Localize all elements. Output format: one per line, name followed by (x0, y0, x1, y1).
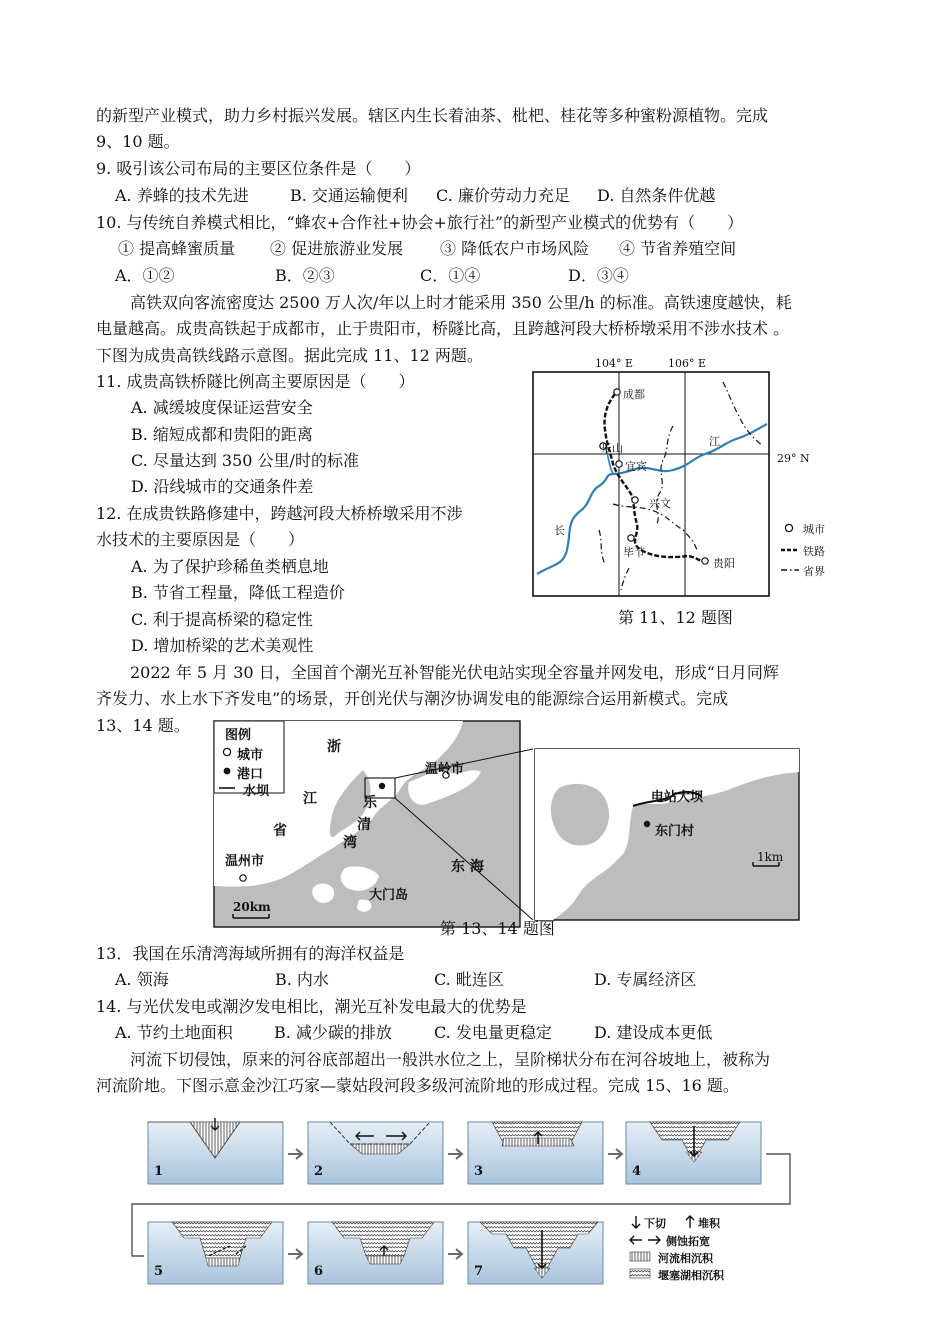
city-chengdu: 成都 (623, 388, 645, 401)
map2-label-wan: 湾 (343, 835, 357, 851)
step-label-6: 6 (314, 1264, 324, 1279)
intro-9-10-line2: 9、10 题。 (96, 132, 180, 151)
panel-6 (308, 1222, 443, 1284)
map2-label-wenling: 温岭市 (425, 762, 465, 777)
panel-2 (308, 1122, 443, 1184)
lat-29-label: 29° N (777, 452, 810, 465)
map2-label-yue: 乐 (363, 795, 377, 811)
legend-lateral-erosion: 侧蚀拓宽 (666, 1235, 710, 1248)
map2-label-qing: 清 (357, 817, 371, 833)
panel-3 (468, 1122, 603, 1184)
legend-fluvial-deposit: 河流相沉积 (658, 1252, 713, 1265)
q10-item-3: ③ 降低农户市场风险 (440, 239, 590, 258)
q14-option-c: C. 发电量更稳定 (434, 1023, 552, 1042)
yueqing-bay-map (213, 718, 803, 930)
q12-option-d: D. 增加桥梁的艺术美观性 (131, 636, 314, 655)
map2-caption: 第 13、14 题图 (440, 919, 555, 938)
intro-11-12-line2: 电量越高。成贵高铁起于成都市，止于贵阳市，桥隧比高，且跨越河段大桥桥墩采用不涉水技术 。 (96, 319, 790, 338)
river-label-jiang: 江 (709, 435, 720, 448)
intro-13-14-line1: 2022 年 5 月 30 日，全国首个潮光互补智能光伏电站实现全容量并网发电，形成“日月同辉 (130, 663, 779, 682)
q10-item-1: ① 提高蜂蜜质量 (118, 239, 236, 258)
intro-11-12-line1: 高铁双向客流密度达 2500 万人次/年以上时才能采用 350 公里/h 的标准。高铁速度越快，耗 (130, 293, 792, 312)
q12-stem-line1: 12. 在成贵铁路修建中，跨越河段大桥桥墩采用不涉 (96, 504, 463, 523)
intro-13-14-line3: 13、14 题。 (96, 716, 190, 735)
terrace-diagram (130, 1118, 810, 1293)
q10-option-c: C．①④ (420, 266, 481, 285)
legend-railway: 铁路 (803, 545, 825, 558)
q10-item-4: ④ 节省养殖空间 (619, 239, 737, 258)
q12-option-b: B. 节省工程量，降低工程造价 (131, 583, 345, 602)
q13-option-c: C. 毗连区 (434, 970, 504, 989)
step-label-1: 1 (154, 1164, 164, 1179)
q11-option-c: C. 尽量达到 350 公里/时的标准 (131, 451, 359, 470)
q14-stem: 14. 与光伏发电或潮汐发电相比，潮光互补发电最大的优势是 (96, 997, 527, 1016)
legend-border: 省界 (803, 565, 825, 578)
q11-option-a: A. 减缓坡度保证运营安全 (131, 398, 313, 417)
q10-stem: 10. 与传统自养模式相比，“蜂农+合作社+协会+旅行社”的新型产业模式的优势有（ ） (96, 213, 744, 232)
q14-option-a: A. 节约土地面积 (115, 1023, 233, 1042)
q10-option-a: A．①② (115, 266, 175, 285)
map2-scale: 20km (233, 900, 271, 914)
q11-option-d: D. 沿线城市的交通条件差 (131, 477, 314, 496)
q9-option-b: B. 交通运输便利 (290, 186, 408, 205)
inset-village-label: 东门村 (655, 824, 695, 839)
q13-option-b: B. 内水 (275, 970, 329, 989)
step-label-5: 5 (154, 1264, 164, 1279)
lon-104-label: 104° E (595, 357, 634, 370)
q13-option-d: D. 专属经济区 (594, 970, 697, 989)
map2-label-damen: 大门岛 (369, 888, 409, 903)
intro-15-16-line1: 河流下切侵蚀，原来的河谷底部超出一般洪水位之上，呈阶梯状分布在河谷坡地上，被称为 (130, 1050, 771, 1069)
q11-stem: 11. 成贵高铁桥隧比例高主要原因是（ ） (96, 372, 415, 391)
city-leshan: 乐山 (601, 442, 623, 455)
river-label-chang: 长 (554, 524, 565, 537)
map2-label-jiang: 江 (303, 791, 317, 807)
map2-label-zhe: 浙 (327, 739, 341, 755)
step-label-2: 2 (314, 1164, 324, 1179)
q10-option-b: B．②③ (275, 266, 335, 285)
step-label-3: 3 (474, 1164, 484, 1179)
map2-legend-dam: 水坝 (243, 784, 270, 799)
q9-option-d: D. 自然条件优越 (597, 186, 716, 205)
legend-downcut: 下切 (644, 1217, 666, 1230)
q9-stem: 9. 吸引该公司布局的主要区位条件是（ ） (96, 159, 421, 178)
map2-label-wenzhou: 温州市 (225, 854, 265, 869)
step-label-4: 4 (632, 1164, 642, 1179)
q12-option-a: A. 为了保护珍稀鱼类栖息地 (131, 557, 329, 576)
panel-7 (468, 1222, 603, 1284)
q13-stem: 13．我国在乐清湾海域所拥有的海洋权益是 (96, 944, 405, 963)
q9-option-a: A. 养蜂的技术先进 (115, 186, 249, 205)
map2-legend-port: 港口 (237, 767, 264, 782)
step-label-7: 7 (474, 1264, 484, 1279)
legend-lake-deposit: 堰塞湖相沉积 (658, 1269, 724, 1282)
railway-map (533, 354, 825, 600)
inset-scale: 1km (757, 850, 784, 864)
intro-15-16-line2: 河流阶地。下图示意金沙江巧家—蒙姑段河段多级河流阶地的形成过程。完成 15、16 题。 (96, 1076, 739, 1095)
legend-city: 城市 (803, 523, 825, 536)
q14-option-d: D. 建设成本更低 (594, 1023, 713, 1042)
q10-option-d: D．③④ (568, 266, 629, 285)
q12-option-c: C. 利于提高桥梁的稳定性 (131, 610, 313, 629)
panel-1 (148, 1122, 283, 1184)
q9-option-c: C. 廉价劳动力充足 (436, 186, 570, 205)
q14-option-b: B. 减少碳的排放 (274, 1023, 392, 1042)
map2-label-donghai: 东 海 (451, 859, 484, 875)
map1-caption: 第 11、12 题图 (618, 608, 733, 627)
q11-option-b: B. 缩短成都和贵阳的距离 (131, 425, 313, 444)
inset-dam-label: 电站大坝 (651, 790, 704, 805)
intro-13-14-line2: 齐发力、水上水下齐发电”的场景，开创光伏与潮汐协调发电的能源综合运用新模式。完成 (96, 689, 729, 708)
map2-label-sheng: 省 (273, 823, 287, 839)
q12-stem-line2: 水技术的主要原因是（ ） (96, 530, 305, 549)
intro-11-12-line3: 下图为成贵高铁线路示意图。据此完成 11、12 两题。 (96, 346, 483, 365)
map2-legend-title: 图例 (225, 728, 252, 743)
city-yibin: 宜宾 (625, 460, 647, 473)
q10-item-2: ② 促进旅游业发展 (270, 239, 404, 258)
city-bijie: 毕节 (623, 546, 645, 559)
legend-deposit: 堆积 (698, 1217, 720, 1230)
intro-9-10-line1: 的新型产业模式，助力乡村振兴发展。辖区内生长着油茶、枇杷、桂花等多种蜜粉源植物。完成 (96, 106, 769, 125)
city-guiyang: 贵阳 (713, 557, 735, 570)
lon-106-label: 106° E (668, 357, 707, 370)
city-xingwen: 兴文 (649, 497, 671, 510)
map2-legend-city: 城市 (237, 748, 264, 763)
q13-option-a: A. 领海 (115, 970, 169, 989)
